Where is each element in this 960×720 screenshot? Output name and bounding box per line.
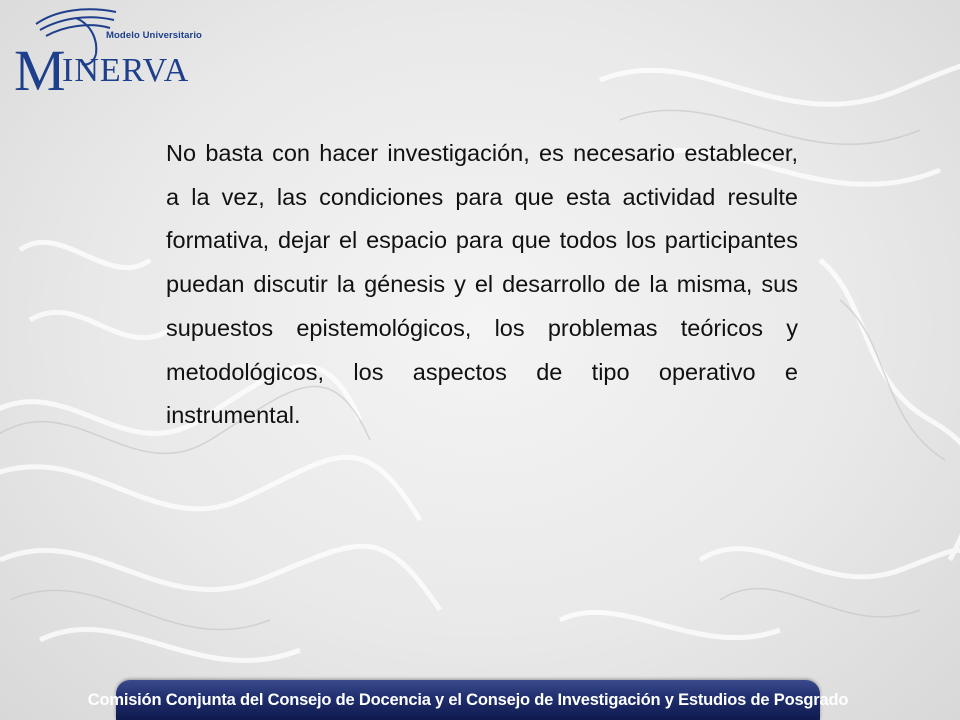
main-paragraph: No basta con hacer investigación, es necesario establecer, a la vez, las condiciones para que esta actividad resulte formativa, dejar el espacio para que todos los participantes puedan discutir la génesis y el desarrollo de la misma, sus supuestos epistemológicos, los problemas teóricos y metodológicos, los aspectos de tipo operativo e instrumental.: [166, 140, 798, 429]
footer-text: Comisión Conjunta del Consejo de Docencia y el Consejo de Investigación y Estudios de Posgrado: [87, 690, 849, 709]
logo-name: INERVA: [62, 52, 190, 89]
logo-initial: M: [14, 38, 66, 103]
minerva-logo: [6, 4, 202, 103]
footer-bar: [87, 680, 849, 720]
logo-subtitle: Modelo Universitario: [106, 30, 202, 41]
